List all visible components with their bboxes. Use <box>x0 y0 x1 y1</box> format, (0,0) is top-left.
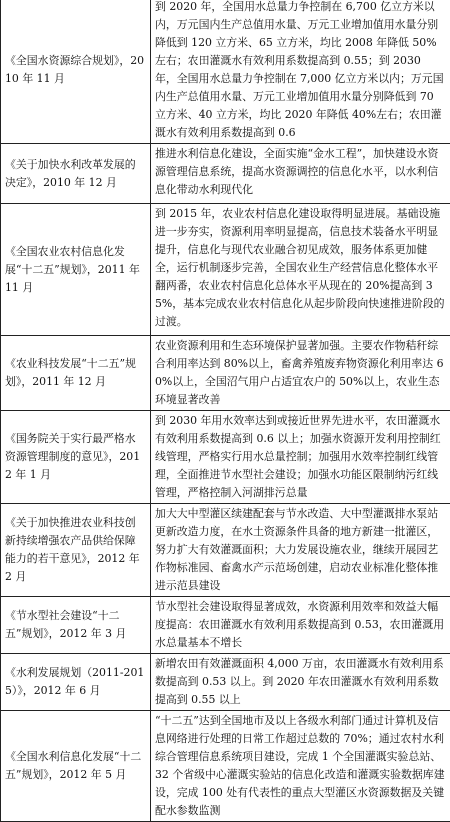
content-text: 加大大中型灌区续建配套与节水改造、大中型灌溉排水泵站更新改造力度，在水土资源条件具备的地方新建一批灌区，努力扩大有效灌溉面积；大力发展设施农业，继续开展园艺作物标准园、畜禽水产示范场创建，启动农业标准化整体推进示范县建设 <box>155 505 446 595</box>
table-row <box>1 336 450 411</box>
document-title: 《节水型社会建设“十二五”规划》，2012 年 3 月 <box>5 607 146 643</box>
content-text: 推进水利信息化建设，全面实施“金水工程”，加快建设水资源管理信息系统，提高水资源调控的信息化水平，以水利信息化带动水利现代化 <box>155 145 446 199</box>
table-row <box>1 144 450 204</box>
document-title: 《关于加快水利改革发展的决定》，2010 年 12 月 <box>5 156 146 192</box>
table-row <box>1 411 450 504</box>
content-cell <box>151 654 450 711</box>
content-text: “十二五”达到全国地市及以上各级水利部门通过计算机及信息网络进行处理的日常工作超过总数的 70%；通过农村水利综合管理信息系统项目建设，完成 1 个全国灌溉实验总站、32 个省级中心灌溉实验站的信息化改造和灌溉实验数据库建设，完成 100 处有代表性的重点大型灌区水资源数据及关键配水参数监测 <box>155 712 446 820</box>
document-title: 《关于加快推进农业科技创新持续增强农产品供给保障能力的若干意见》，2012 年 2 月 <box>5 514 146 586</box>
document-title: 《全国水利信息化发展“十二五”规划》，2012 年 5 月 <box>5 748 146 784</box>
content-text: 到 2020 年，全国用水总量力争控制在 6,700 亿立方米以内，万元国内生产总值用水量、万元工业增加值用水量分别降低到 120 立方米、65 立方米，均比 2008 年降低 50%左右；农田灌溉水有效利用系数提高到 0.55；到 2030 年，全国用水总量力争控制在 7,000 亿立方米以内；万元国内生产总值用水量、万元工业增加值用水量分别降低到 70 立方米、40 立方米，均比 2020 年降低 40%左右；农田灌溉水有效利用系数提高到 0.6 <box>155 0 446 142</box>
document-cell <box>1 411 151 504</box>
table-row <box>1 654 450 711</box>
document-title: 《全国农业农村信息化发展“十二五”规划》，2011 年 11 月 <box>5 243 146 297</box>
content-cell <box>151 144 450 204</box>
document-cell <box>1 204 151 336</box>
table-row <box>1 204 450 336</box>
content-cell <box>151 411 450 504</box>
table-row <box>1 504 450 597</box>
document-cell <box>1 144 151 204</box>
content-cell <box>151 504 450 597</box>
content-text: 节水型社会建设取得显著成效，水资源利用效率和效益大幅度提高：农田灌溉水有效利用系数提高到 0.53，农田灌溉用水总量基本不增长 <box>155 598 446 652</box>
document-cell <box>1 0 151 144</box>
document-cell <box>1 711 151 822</box>
document-cell <box>1 597 151 654</box>
table-row <box>1 597 450 654</box>
content-cell <box>151 336 450 411</box>
content-cell <box>151 597 450 654</box>
content-text: 到 2030 年用水效率达到或接近世界先进水平，农田灌溉水有效利用系数提高到 0.6 以上；加强水资源开发利用控制红线管理，严格实行用水总量控制；加强用水效率控制红线管理，全面推进节水型社会建设；加强水功能区限制纳污红线管理，严格控制入河湖排污总量 <box>155 412 446 502</box>
document-cell <box>1 336 151 411</box>
table-row <box>1 0 450 144</box>
document-title: 《农业科技发展“十二五”规划》，2011 年 12 月 <box>5 355 146 391</box>
document-title: 《全国水资源综合规划》，2010 年 11 月 <box>5 52 146 88</box>
content-cell <box>151 711 450 822</box>
table-row <box>1 711 450 822</box>
content-cell <box>151 0 450 144</box>
document-title: 《国务院关于实行最严格水资源管理制度的意见》，2012 年 1 月 <box>5 430 146 484</box>
content-text: 到 2015 年，农业农村信息化建设取得明显进展。基础设施进一步夯实，资源利用率明显提高，信息技术装备水平明显提升，信息化与现代农业融合初见成效，服务体系更加健全，运行机制逐步完善，全国农业生产经营信息化整体水平翻两番，农业农村信息化总体水平从现在的 20%提高到 35%，基本完成农业农村信息化从起步阶段向快速推进阶段的过渡。 <box>155 205 446 331</box>
document-cell <box>1 654 151 711</box>
content-text: 新增农田有效灌溉面积 4,000 万亩，农田灌溉水有效利用系数提高到 0.53 以上。到 2020 年农田灌溉水有效利用系数提高到 0.55 以上 <box>155 655 446 709</box>
content-cell <box>151 204 450 336</box>
content-text: 农业资源利用和生态环境保护显著加强。主要农作物秸秆综合利用率达到 80%以上，畜禽养殖废弃物资源化利用率达 60%以上，全国沼气用户占适宜农户的 50%以上，农业生态环境显著改善 <box>155 337 446 409</box>
document-cell <box>1 504 151 597</box>
document-title: 《水利发展规划（2011-2015）》，2012 年 6 月 <box>5 664 146 700</box>
